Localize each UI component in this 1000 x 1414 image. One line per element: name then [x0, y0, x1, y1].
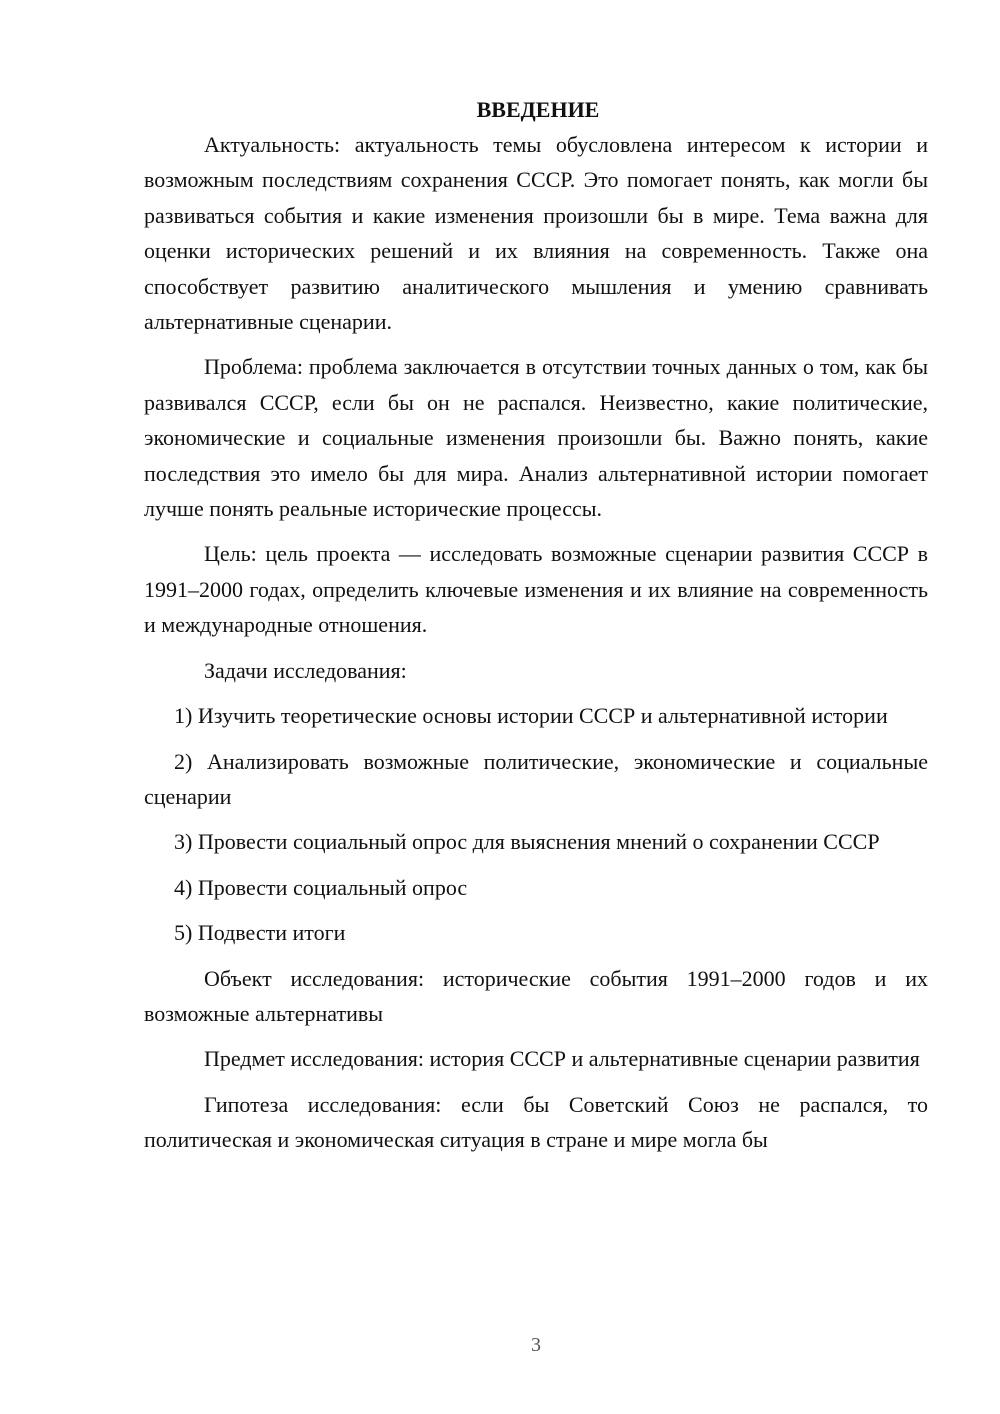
task-item-4: 4) Провести социальный опрос	[174, 874, 468, 900]
task-item-5: 5) Подвести итоги	[174, 920, 346, 946]
task-item-1: 1) Изучить теоретические основы истории СССР и альтернативной истории	[174, 703, 888, 729]
goal-paragraph: Цель: цель проекта — исследовать возможные сценарии развития СССР в 1991–2000 годах, определить ключевые изменения и их влияние на современность и международные отношения.	[144, 541, 928, 638]
section-heading: ВВЕДЕНИЕ	[476, 97, 600, 122]
hypothesis-paragraph: Гипотеза исследования: если бы Советский Союз не распался, то политическая и экономическая ситуация в стране и мире могла бы	[144, 1091, 928, 1153]
task-item-2: 2) Анализировать возможные политические, экономические и социальные сценарии	[144, 748, 928, 809]
page-number: 3	[531, 1334, 541, 1356]
subject-paragraph: Предмет исследования: история СССР и альтернативные сценарии развития	[204, 1046, 920, 1072]
task-item-3: 3) Провести социальный опрос для выяснения мнений о сохранении СССР	[174, 829, 880, 855]
document-page	[144, 94, 928, 1168]
problem-paragraph: Проблема: проблема заключается в отсутствии точных данных о том, как бы развивался СССР, если бы он не распался. Неизвестно, какие политические, экономические и социальные изменения произошли бы. Важно понять, какие последствия это имело бы для мира. Анализ альтернативной истории помогает лучше понять реальные исторические процессы.	[144, 354, 928, 522]
relevance-paragraph: Актуальность: актуальность темы обусловлена интересом к истории и возможным последствиям сохранения СССР. Это помогает понять, как могли бы развиваться события и какие изменения произошли бы в мире. Тема важна для оценки исторических решений и их влияния на современность. Также она способствует развитию аналитического мышления и умению сравнивать альтернативные сценарии.	[144, 132, 928, 335]
tasks-title: Задачи исследования:	[204, 657, 407, 683]
object-paragraph: Объект исследования: исторические события 1991–2000 годов и их возможные альтернативы	[144, 965, 928, 1026]
